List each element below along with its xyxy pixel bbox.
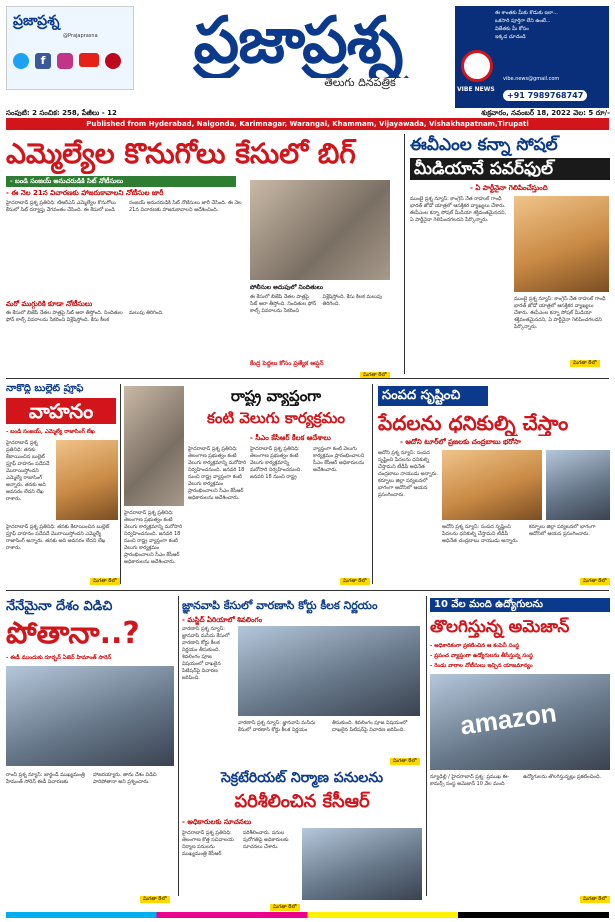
desham-sub: - ఈడీ ముందుకు రూర్బన్ ఏజెన్ హిమాంత్ సారెన్ xyxy=(6,655,112,661)
vahanam-sub: - బండి సంజయ్, ఎమ్మెల్యే రాజాసింగ్ లేఖ xyxy=(6,429,95,435)
rahul-sub: - ఏ పార్టీనైనా గెలిపించేస్తుంది xyxy=(470,184,548,192)
crowd-photo xyxy=(546,450,610,520)
kcr-photo xyxy=(124,386,184,506)
ad-line-4: ఇక్కడ చూడండి xyxy=(495,34,526,40)
facebook-handle: @Prajaprasna xyxy=(63,33,98,39)
instagram-icon[interactable] xyxy=(57,53,73,69)
lead-photo xyxy=(250,180,390,280)
rajasingh-photo xyxy=(56,440,118,520)
chandrababu-photo xyxy=(442,450,542,520)
gyanvapi-body-2: వారణాసి ప్రశ్న న్యూస్: జ్ఞానవాపి మసీదు కేసులో వారణాసి కోర్టు కీలక నిర్ణయం తీసుకుంది. శివలింగం పూజ విషయంలో దాఖలైన పిటిషన్‌పై విచారణ జరిపింది. xyxy=(238,720,408,733)
lead-kicker: మరో ముగ్గురికి కూడా నోటీసులు xyxy=(6,300,93,308)
rahul-continue[interactable]: మిగతా 8లో xyxy=(570,360,600,367)
masthead-title: ప్రజాప్రశ్న xyxy=(193,4,403,78)
ad-line-2: ఒకసారి పూర్తిగా లేని ఉంటే... xyxy=(495,18,551,24)
rahul-headline-2: మీడియానే పవర్‌ఫుల్ xyxy=(410,158,610,180)
ad-email: vibe.news@gmail.com xyxy=(503,76,560,82)
pinterest-icon[interactable] xyxy=(105,53,121,69)
sampada-body-2: ఆదోని ప్రశ్న న్యూస్: సంపద సృష్టించి పేదలను ధనికుల్ని చేస్తామని టీడీపీ అధినేత చంద్రబాబు నాయుడు అన్నారు. కర్నూలు జిల్లా పర్యటనలో భాగంగా ఆదోనిలో ఆయన ప్రసంగించారు. xyxy=(442,524,596,544)
lead-body: హైదరాబాద్ ప్రశ్న ప్రతినిధి: టీఆర్ఎస్ ఎమ్మెల్యేల కొనుగోలు కేసులో సిట్ దర్యాప్తు వేగవంతం చేసింది. ఈ కేసులో బండి సంజయ్ అనుచరుడికి సిట్ నోటీసులు జారీ చేసింది. ఈ నెల 21న విచారణకు హాజరుకావాలని ఆదేశించింది. xyxy=(6,200,242,213)
sampada-body: ఆదోని ప్రశ్న న్యూస్: సంపద సృష్టించి పేదలను ధనికుల్ని చేస్తామని టీడీపీ అధినేత చంద్రబాబు నాయుడు అన్నారు. కర్నూలు జిల్లా పర్యటనలో భాగంగా ఆదోనిలో ఆయన ప్రసంగించారు. xyxy=(378,450,438,498)
vahanam-body: హైదరాబాద్ ప్రశ్న ప్రతినిధి: తనకు కేటాయించిన బుల్లెట్ ప్రూఫ్ వాహనం పదేపదే మొరాయిస్తోందని ఎమ్మెల్యే రాజాసింగ్ అన్నారు. తనకు అది అవసరం లేదని లేఖ రాశారు. xyxy=(6,440,50,502)
amazon-sign: amazon xyxy=(458,697,559,741)
twitter-icon[interactable] xyxy=(13,53,29,69)
lead-continue[interactable]: మిగతా 8లో xyxy=(360,372,390,379)
lead-headline: ఎమ్మెల్యేల కొనుగోలు కేసులో బిగ్ xyxy=(6,137,356,170)
lead-photo-caption: పోలీసుల అదుపులో నిందితులు xyxy=(250,284,324,291)
facebook-icon[interactable]: f xyxy=(35,53,51,69)
gyanvapi-sub: - మస్జిద్ ఏరియాలో శివలింగం xyxy=(182,616,263,624)
gyanvapi-body: వారణాసి ప్రశ్న న్యూస్: జ్ఞానవాపి మసీదు కేసులో వారణాసి కోర్టు కీలక నిర్ణయం తీసుకుంది. శివలింగం పూజ విషయంలో దాఖలైన పిటిషన్‌పై విచారణ జరిపింది. xyxy=(182,626,230,681)
ad-line-3: విజేతకు మీ కోసం xyxy=(495,26,529,32)
lead-jump: కేంద్ర పెద్దలు కోసం ప్రత్యేక ఆప్షన్ xyxy=(250,360,324,367)
sampada-kicker: సంపద సృష్టించి xyxy=(378,386,488,406)
amazon-continue[interactable]: మిగతా 8లో xyxy=(580,896,610,903)
gyanvapi-continue[interactable]: మిగతా 8లో xyxy=(390,758,420,765)
sampada-headline: పేదలను ధనికుల్ని చేస్తాం xyxy=(378,411,569,435)
desham-continue[interactable]: మిగతా 8లో xyxy=(140,896,170,903)
ad-phone: +91 7989768747 xyxy=(503,90,587,101)
secretariat-headline-2: పరిశీలించిన కేసీఆర్ xyxy=(234,791,370,812)
secretariat-sub: - అధికారులకు సూచనలు xyxy=(182,818,252,826)
amazon-kicker: 10 వేల మంది ఉద్యోగులను xyxy=(430,598,610,612)
kcr-headline-1: రాష్ట్ర వ్యాప్తంగా xyxy=(230,387,322,405)
secretariat-continue[interactable]: మిగతా 8లో xyxy=(270,904,300,911)
rahul-body: ముంబై ప్రశ్న న్యూస్: కాంగ్రెస్ నేత రాహుల్ గాంధీ భారత్ జోడో యాత్రలో ఆసక్తికర వ్యాఖ్యలు చేశారు. ఈవీఎంల కన్నా సోషల్ మీడియా శక్తివంతమైనదని, ఏ పార్టీనైనా గెలిపించగలదని పేర్కొన్నారు. xyxy=(410,196,507,223)
sampada-continue[interactable]: మిగతా 8లో xyxy=(580,578,610,585)
kcr-body: హైదరాబాద్ ప్రశ్న ప్రతినిధి: తెలంగాణ ప్రభుత్వం కంటి వెలుగు కార్యక్రమాన్ని మరోసారి నిర్వహించనుంది. జనవరి 18 నుంచి రాష్ట్ర వ్యాప్తంగా కంటి వెలుగు కార్యక్రమం ప్రారంభించాలని సీఎం కేసీఆర్ అధికారులను ఆదేశించారు. xyxy=(188,446,247,501)
masthead-small-logo: ప్రజాప్రశ్న xyxy=(13,13,60,29)
vahanam-headline: వాహనం xyxy=(6,398,116,424)
lead-sub-1: - బండి సంజయ్ అనుచరుడికి సిట్ నోటీసులు xyxy=(6,176,236,187)
kcr-headline-2: కంటి వెలుగు కార్యక్రమం xyxy=(207,409,345,427)
secretariat-body: హైదరాబాద్ ప్రశ్న ప్రతినిధి: తెలంగాణ కొత్త సచివాలయ నిర్మాణ పనులను ముఖ్యమంత్రి కేసీఆర్ పరిశీలించారు. పనుల పురోగతిపై అధికారులకు సూచనలు చేశారు. xyxy=(182,830,289,857)
gyanvapi-photo xyxy=(238,626,420,716)
rahul-body-2: ముంబై ప్రశ్న న్యూస్: కాంగ్రెస్ నేత రాహుల్ గాంధీ భారత్ జోడో యాత్రలో ఆసక్తికర వ్యాఖ్యలు చేశారు. ఈవీఎంల కన్నా సోషల్ మీడియా శక్తివంతమైనదని, ఏ పార్టీనైనా గెలిపించగలదని పేర్కొన్నారు. xyxy=(514,296,606,330)
lead-more-body: ఈ కేసులో బీజేపీ నేతల పాత్రపై సిట్ ఆరా తీస్తోంది. నిందితుల ఫోన్ కాల్స్ వివరాలను సేకరించి విశ్లేషిస్తోంది. కేసు కీలక మలుపు తిరిగింది. xyxy=(6,310,164,323)
desham-headline: పోతానా..? xyxy=(6,616,140,651)
ad-line-1: ఈ శాంతకు మీకు కొడుకు ఇలా... xyxy=(495,10,558,16)
vahanam-continue[interactable]: మిగతా 8లో xyxy=(90,578,120,585)
sampada-sub: - ఆదోని టూర్‌లో ప్రజలకు చంద్రబాబు భరోసా xyxy=(400,438,521,446)
kcr-body-3: హైదరాబాద్ ప్రశ్న ప్రతినిధి: తెలంగాణ ప్రభుత్వం కంటి వెలుగు కార్యక్రమాన్ని మరోసారి నిర్వహించనుంది. జనవరి 18 నుంచి రాష్ట్ర వ్యాప్తంగా కంటి వెలుగు కార్యక్రమం ప్రారంభించాలని సీఎం కేసీఆర్ అధికారులను ఆదేశించారు. xyxy=(250,446,365,480)
amazon-body: న్యూఢిల్లీ / హైదరాబాద్ ప్రశ్న: ప్రముఖ ఈ-కామర్స్ సంస్థ అమెజాన్ 10 వేల మంది ఉద్యోగులను తొలగిస్తున్నట్లు ప్రకటించింది. xyxy=(430,774,602,787)
amazon-headline: తొలగిస్తున్న అమెజాన్ xyxy=(430,617,570,637)
secretariat-photo xyxy=(302,828,422,900)
vahanam-kicker: నాకొద్దీ బుల్లెట్ ప్రూఫ్ xyxy=(6,384,84,394)
rahul-photo xyxy=(514,196,609,292)
desham-kicker: నేనేమైనా దేశం విడిచి xyxy=(6,599,113,614)
lead-right-body: ఈ కేసులో బీజేపీ నేతల పాత్రపై సిట్ ఆరా తీస్తోంది. నిందితుల ఫోన్ కాల్స్ వివరాలను సేకరించి విశ్లేషిస్తోంది. కేసు కీలక మలుపు తిరిగింది. xyxy=(250,294,382,314)
vahanam-body-2: హైదరాబాద్ ప్రశ్న ప్రతినిధి: తనకు కేటాయించిన బుల్లెట్ ప్రూఫ్ వాహనం పదేపదే మొరాయిస్తోందని ఎమ్మెల్యే రాజాసింగ్ అన్నారు. తనకు అది అవసరం లేదని లేఖ రాశారు. xyxy=(6,524,110,551)
amazon-photo xyxy=(430,674,610,770)
amazon-bullet-3: - రెండు వారాల నోటీసులు ఇచ్చిన యాజమాన్యం xyxy=(430,663,533,669)
masthead-tagline: తెలుగు దినపత్రిక xyxy=(324,76,396,89)
amazon-bullet-1: - అధికారికంగా ప్రకటించిన ఆ కంపెనీ సంస్థ xyxy=(430,643,520,649)
top-right-ad[interactable] xyxy=(455,6,609,108)
kcr-body-2: హైదరాబాద్ ప్రశ్న ప్రతినిధి: తెలంగాణ ప్రభుత్వం కంటి వెలుగు కార్యక్రమాన్ని మరోసారి నిర్వహించనుంది. జనవరి 18 నుంచి రాష్ట్ర వ్యాప్తంగా కంటి వెలుగు కార్యక్రమం ప్రారంభించాలని సీఎం కేసీఆర్ అధికారులను ఆదేశించారు. xyxy=(124,510,183,565)
amazon-bullet-2: - ప్రపంచ వ్యాప్తంగా ఉద్యోగులను తీసేస్తున్న సంస్థ xyxy=(430,653,533,659)
rahul-headline-1: ఈవీఎంల కన్నా సోషల్ xyxy=(410,135,558,155)
lead-sub-2: - ఈ నెల 21న విచారణకు హాజరుకావాలని నోటీసుల జారీ xyxy=(6,189,164,197)
print-color-bar xyxy=(6,912,609,918)
youtube-icon[interactable] xyxy=(79,53,99,67)
issue-date: శుక్రవారం, నవంబర్ 18, 2022 వెల: 5 రూ/- xyxy=(481,109,610,117)
published-strip: Published from Hyderabad, Nalgonda, Karimnagar, Warangal, Khammam, Vijayawada, Vishakhapatnam,Tirupati xyxy=(6,118,609,130)
ad-brand: VIBE NEWS xyxy=(457,86,495,93)
desham-body: రాంచీ ప్రశ్న న్యూస్: జార్ఖండ్ ముఖ్యమంత్రి హేమంత్ సోరెన్ ఈడీ విచారణకు హాజరయ్యారు. తాను దేశం విడిచి పారిపోతానా అని ప్రశ్నించారు. xyxy=(6,772,157,785)
gyanvapi-headline: జ్ఞానవాపి కేసులో వారణాసి కోర్టు కీలక నిర్ణయం xyxy=(182,599,378,612)
kcr-continue[interactable]: మిగతా 8లో xyxy=(340,578,370,585)
soren-photo xyxy=(6,666,174,766)
volume-info: సంపుటి: 2 సంచిక: 258, పేజీలు - 12 xyxy=(6,109,117,117)
masthead-logo-box xyxy=(6,6,134,90)
secretariat-headline-1: సెక్రటేరియట్ నిర్మాణ పనులను xyxy=(220,770,384,786)
kcr-sub: - సీఎం కేసీఆర్ కీలక ఆదేశాలు xyxy=(250,434,331,442)
ad-logo-icon xyxy=(461,50,493,82)
